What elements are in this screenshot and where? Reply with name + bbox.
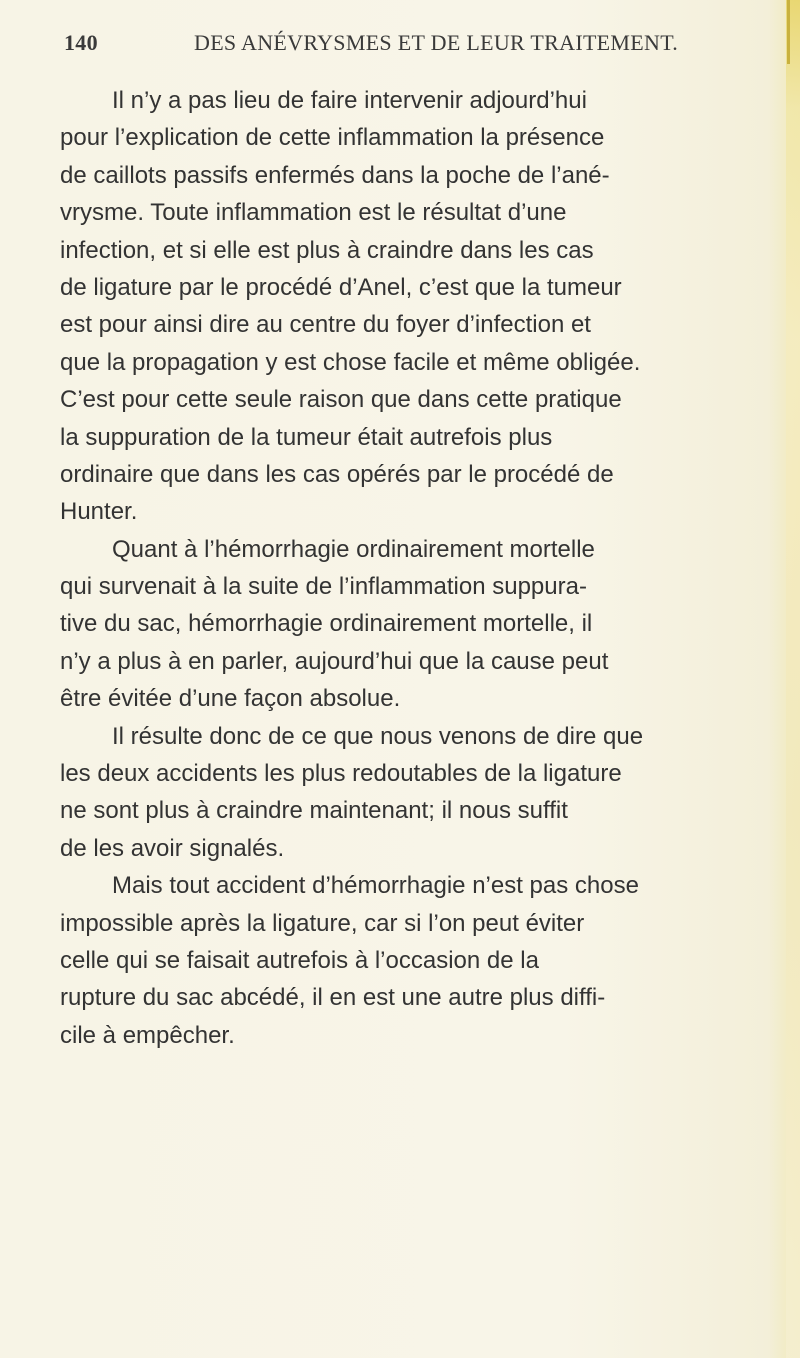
text-line: que la propagation y est chose facile et même obligée. — [60, 348, 641, 376]
text-line: ordinaire que dans les cas opérés par le procédé de — [60, 460, 614, 488]
text-line: est pour ainsi dire au centre du foyer d’infection et — [60, 311, 591, 339]
text-line: cile à empêcher. — [60, 1021, 235, 1049]
text-line: être évitée d’une façon absolue. — [60, 685, 401, 713]
page-edge-mark — [787, 0, 790, 64]
text-line: tive du sac, hémorrhagie ordinairement mortelle, il — [60, 610, 593, 638]
text-line: de les avoir signalés. — [60, 834, 285, 862]
text-line: impossible après la ligature, car si l’on peut éviter — [60, 909, 585, 937]
text-line: de ligature par le procédé d’Anel, c’est que la tumeur — [60, 273, 622, 301]
body-text — [60, 82, 780, 1054]
text-line: pour l’explication de cette inflammation la présence — [60, 124, 605, 152]
text-line: les deux accidents les plus redoutables de la ligature — [60, 760, 622, 788]
text-line: C’est pour cette seule raison que dans cette pratique — [60, 386, 622, 414]
text-line: infection, et si elle est plus à craindre dans les cas — [60, 236, 594, 264]
text-line: celle qui se faisait autrefois à l’occasion de la — [60, 946, 539, 974]
page-edge-stain — [786, 0, 800, 1358]
text-line: n’y a plus à en parler, aujourd’hui que la cause peut — [60, 647, 609, 675]
running-title: DES ANÉVRYSMES ET DE LEUR TRAITEMENT. — [194, 30, 679, 55]
text-line: Quant à l’hémorrhagie ordinairement mortelle — [112, 535, 595, 563]
text-line: qui survenait à la suite de l’inflammation suppura- — [60, 573, 587, 601]
page-number: 140 — [64, 30, 98, 55]
text-line: Il n’y a pas lieu de faire intervenir adjourd’hui — [112, 87, 587, 114]
text-line: Hunter. — [60, 498, 138, 526]
text-line: rupture du sac abcédé, il en est une autre plus diffi- — [60, 984, 606, 1012]
text-line: Mais tout accident d’hémorrhagie n’est pas chose — [112, 872, 639, 900]
text-line: vrysme. Toute inflammation est le résultat d’une — [60, 199, 567, 227]
text-line: Il résulte donc de ce que nous venons de dire que — [112, 722, 644, 750]
text-line: la suppuration de la tumeur était autrefois plus — [60, 423, 553, 451]
text-line: de caillots passifs enfermés dans la poche de l’ané- — [60, 161, 610, 189]
running-head — [64, 30, 704, 64]
text-line: ne sont plus à craindre maintenant; il nous suffit — [60, 797, 568, 825]
